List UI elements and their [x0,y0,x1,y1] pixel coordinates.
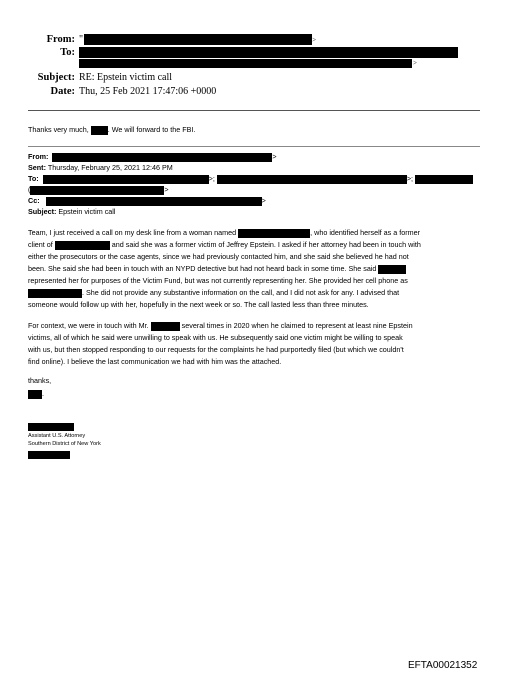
date-label: Date: [50,86,75,97]
orig-sent-value: Thursday, February 25, 2021 12:46 PM [47,163,173,172]
redaction [30,186,164,195]
closing-thanks: thanks, [28,376,52,385]
redaction [378,265,406,274]
p2-line-2: victims, all of which he said were unwilling to speak with us. He subsequently said one victim might be willing to speak [28,333,403,342]
redaction [28,451,70,459]
orig-subject-label: Subject: [28,207,57,216]
signature-office: Southern District of New York [28,441,101,447]
closing-sign: . [28,388,44,400]
orig-subject-value: Epstein victim call [58,207,116,216]
orig-cc-label: Cc: [28,196,40,205]
to-label: To: [60,47,75,58]
from-label: From: [46,34,75,45]
reply-line [28,124,195,136]
redaction [415,175,473,184]
paragraph-2 [28,320,413,368]
orig-subject-line [28,206,115,218]
bates-number: EFTA00021352 [408,660,478,671]
redaction [55,241,110,250]
p1-line-7: someone would follow up with her, hopefully in the next week or so. The call lasted less than three minutes. [28,300,369,309]
angle: > [272,152,277,161]
reply-end: . We will forward to the FBI. [107,125,196,134]
reply-start: Thanks very much, [28,125,89,134]
redaction [52,153,272,162]
p1-line-4: been. She said she had been in touch with an NYPD detective but had not heard back in some time. She said [28,263,421,275]
redaction [28,423,74,431]
from-value [79,34,316,45]
orig-to-label: To: [28,174,39,183]
p1-line-6: . She did not provide any substantive information on the call, and I did not ask for any. I advised that [28,287,421,299]
paragraph-1 [28,227,421,311]
redaction [151,322,180,331]
redaction [79,47,458,58]
redaction [238,229,310,238]
subject-value: RE: Epstein victim call [79,72,173,83]
header-divider [28,110,480,111]
from-angle: > [312,36,317,44]
to-angle: > [413,59,417,67]
p1-line-2: client of and said she was a former victim of Jeffrey Epstein. I asked if her attorney had been in touch with [28,240,421,249]
orig-sent-label: Sent: [28,163,46,172]
redaction [46,197,262,206]
redaction [217,175,407,184]
p1-line-5: represented her for purposes of the Victim Fund, but was not currently representing her. She provided her cell phone as [28,276,408,285]
p2-line-4: find online). I believe the last communication we had with him was the attached. [28,357,282,366]
paren: ( [28,185,31,194]
reply-divider [28,146,480,147]
redaction [43,175,209,184]
redaction [28,289,82,298]
subject-label: Subject: [37,72,75,83]
from-quote: " [79,34,84,45]
p1-line-1: Team, I just received a call on my desk line from a woman named , who identified herself as a former [28,228,421,237]
angle: > [261,196,266,205]
angle: > [164,185,169,194]
angle: >; [406,174,414,183]
angle: >; [208,174,215,183]
orig-from-label: From: [28,152,49,161]
p2-line-3: with us, but then stopped responding to our requests for the complaints he had purportedly filed (but which we couldn't [28,345,404,354]
redaction [84,34,312,45]
date-value: Thu, 25 Feb 2021 17:47:06 +0000 [79,86,217,97]
p1-line-3: either the prosecutors or the case agents, since we had previously contacted him, and she said she believed he had not [28,252,409,261]
signature-title: Assistant U.S. Attorney [28,433,86,439]
p2-line-1: For context, we were in touch with Mr. several times in 2020 when he claimed to represent at least nine Epstein [28,321,413,330]
redaction [79,59,412,68]
redaction [91,126,108,135]
redaction [28,390,42,399]
